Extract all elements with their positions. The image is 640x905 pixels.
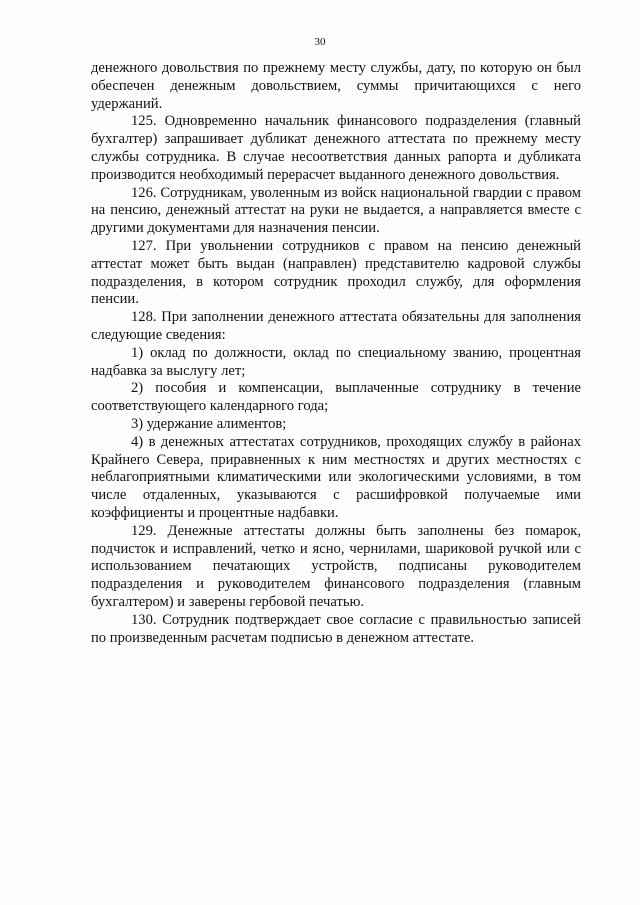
document-body [91, 60, 581, 647]
list-item-4: 4) в денежных аттестатах сотрудников, проходящих службу в районах Крайнего Севера, приравненных к ним местностях и других местностях с неблагоприятными климатическими или экологическими условиями, в том числе отдаленных, указываются с расшифровкой получаемые ими коэффициенты и процентные надбавки. [91, 433, 581, 521]
paragraph-129: 129. Денежные аттестаты должны быть заполнены без помарок, подчисток и исправлений, четко и ясно, чернилами, шариковой ручкой или с использованием печатающих устройств, подписаны руководителем подразделения и руководителем финансового подразделения (главным бухгалтером) и заверены гербовой печатью. [91, 522, 581, 610]
paragraph-128: 128. При заполнении денежного аттестата обязательны для заполнения следующие сведения: [91, 309, 581, 343]
list-item-3: 3) удержание алиментов; [131, 415, 287, 432]
paragraph-127: 127. При увольнении сотрудников с правом на пенсию денежный аттестат может быть выдан (направлен) представителю кадровой службы подразделения, в котором сотрудник проходил службу, для оформления пенсии. [91, 237, 581, 308]
paragraph-126: 126. Сотрудникам, уволенным из войск национальной гвардии с правом на пенсию, денежный аттестат на руки не выдается, а направляется вместе с другими документами для назначения пенсии. [91, 184, 581, 237]
list-item-2: 2) пособия и компенсации, выплаченные сотруднику в течение соответствующего календарного года; [91, 380, 581, 415]
page-number: 30 [314, 36, 326, 48]
paragraph-125: 125. Одновременно начальник финансового подразделения (главный бухгалтер) запрашивает дубликат денежного аттестата по прежнему месту службы сотрудника. В случае несоответствия данных рапорта и дубликата производится необходимый перерасчет выданного денежного довольствия. [91, 113, 581, 183]
paragraph-130: 130. Сотрудник подтверждает свое согласие с правильностью записей по произведенным расчетам подписью в денежном аттестате. [91, 611, 581, 646]
paragraph-continuation: денежного довольствия по прежнему месту службы, дату, по которую он был обеспечен денежным довольствием, суммы причитающихся с него удержаний. [91, 60, 581, 112]
list-item-1: 1) оклад по должности, оклад по специальному званию, процентная надбавка за выслугу лет; [91, 344, 581, 379]
